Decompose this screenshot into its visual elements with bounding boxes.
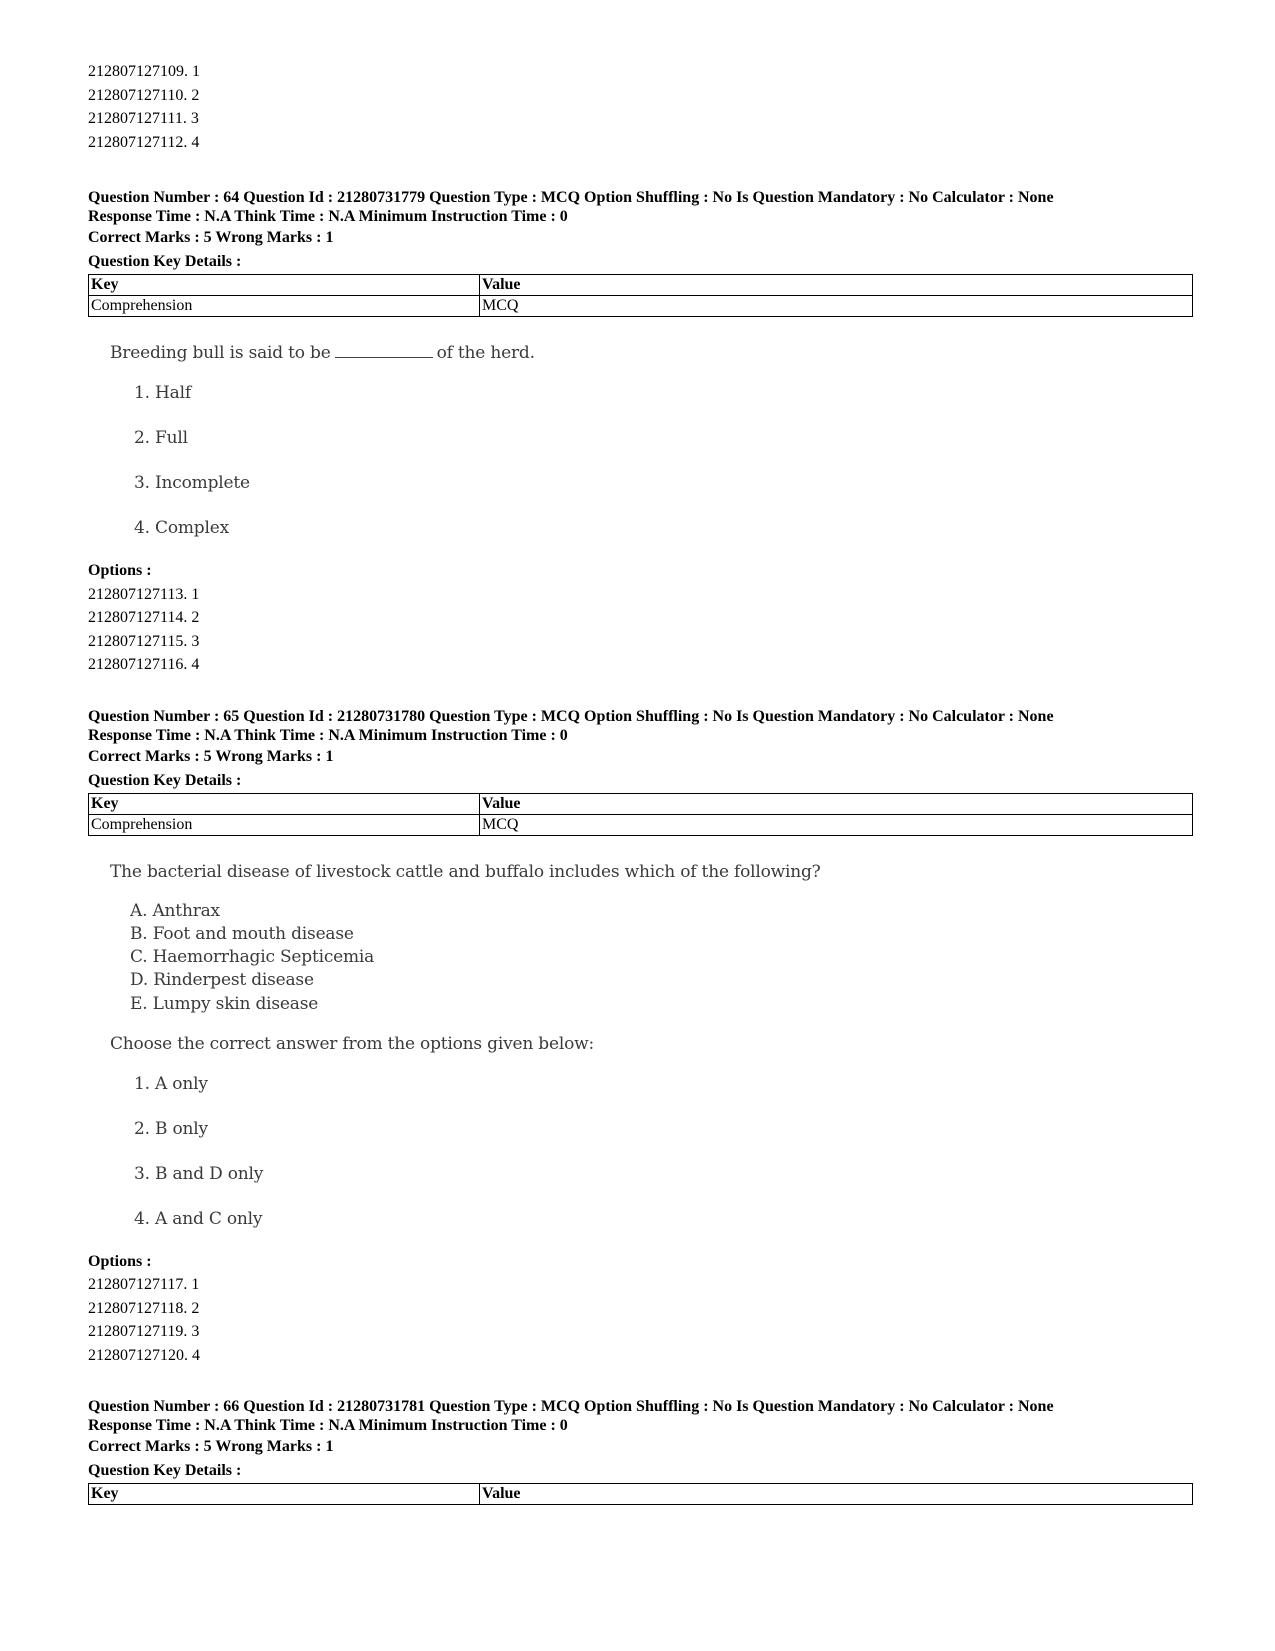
- choice: 2. Full: [134, 428, 188, 448]
- key-header: Key: [89, 1484, 480, 1505]
- choice: 1. Half: [134, 383, 191, 403]
- key-value-table: [88, 793, 1193, 836]
- option-line: 212807127116. 4: [88, 656, 200, 673]
- question-66: [88, 1397, 1193, 1505]
- option-line: 212807127119. 3: [88, 1323, 200, 1341]
- key-details-label: Question Key Details :: [88, 771, 242, 789]
- key-cell: Comprehension: [89, 814, 480, 835]
- key-header: Key: [89, 275, 480, 296]
- question-header: Question Number : 65 Question Id : 21280731780 Question Type : MCQ Option Shuffling : No Is Question Mandatory : No Calculator : None: [88, 707, 1054, 725]
- option-line: 212807127113. 1: [88, 585, 200, 603]
- statement: B. Foot and mouth disease: [130, 923, 354, 944]
- statement: E. Lumpy skin disease: [130, 993, 319, 1014]
- key-cell: Comprehension: [89, 296, 480, 317]
- options-label: Options :: [88, 562, 152, 579]
- statement: A. Anthrax: [130, 900, 220, 921]
- value-header: Value: [480, 793, 1193, 814]
- instruction: Choose the correct answer from the options given below:: [110, 1033, 594, 1054]
- choice: 1. A only: [134, 1073, 208, 1094]
- key-header: Key: [89, 793, 480, 814]
- document-page: [88, 60, 1193, 1505]
- question-65: [88, 707, 1193, 1368]
- fill-blank: [335, 343, 433, 358]
- option-line: 212807127117. 1: [88, 1276, 200, 1294]
- option-line: 212807127118. 2: [88, 1299, 200, 1317]
- option-line: 212807127114. 2: [88, 609, 200, 626]
- question-stem: The bacterial disease of livestock cattle and buffalo includes which of the following?: [110, 861, 821, 882]
- question-header: Question Number : 64 Question Id : 21280731779 Question Type : MCQ Option Shuffling : No Is Question Mandatory : No Calculator : None: [88, 189, 1054, 206]
- question-image: [88, 860, 1193, 1242]
- question-marks: Correct Marks : 5 Wrong Marks : 1: [88, 747, 334, 765]
- question-timing: Response Time : N.A Think Time : N.A Minimum Instruction Time : 0: [88, 1417, 568, 1435]
- choice: 2. B only: [134, 1118, 208, 1139]
- question-stem: Breeding bull is said to be of the herd.: [110, 343, 535, 363]
- question-timing: Response Time : N.A Think Time : N.A Minimum Instruction Time : 0: [88, 726, 568, 744]
- option-line: 212807127115. 3: [88, 632, 200, 650]
- options-label: Options :: [88, 1252, 152, 1270]
- choice: 3. B and D only: [134, 1163, 264, 1184]
- key-details-label: Question Key Details :: [88, 253, 242, 270]
- choice: 4. Complex: [134, 518, 229, 538]
- option-line: 212807127111. 3: [88, 110, 199, 127]
- option-line: 212807127110. 2: [88, 86, 200, 104]
- value-header: Value: [480, 275, 1193, 296]
- question-image: [88, 341, 1193, 551]
- prev-options-list: [88, 60, 1193, 154]
- key-value-table: [88, 1483, 1193, 1505]
- question-marks: Correct Marks : 5 Wrong Marks : 1: [88, 229, 334, 246]
- value-cell: MCQ: [480, 296, 1193, 317]
- question-timing: Response Time : N.A Think Time : N.A Minimum Instruction Time : 0: [88, 208, 568, 225]
- value-header: Value: [480, 1484, 1193, 1505]
- value-cell: MCQ: [480, 814, 1193, 835]
- choice: 4. A and C only: [134, 1208, 263, 1229]
- option-line: 212807127112. 4: [88, 133, 200, 151]
- statement: D. Rinderpest disease: [130, 970, 314, 991]
- question-marks: Correct Marks : 5 Wrong Marks : 1: [88, 1438, 334, 1456]
- option-line: 212807127109. 1: [88, 63, 200, 80]
- question-header: Question Number : 66 Question Id : 21280731781 Question Type : MCQ Option Shuffling : No Is Question Mandatory : No Calculator : None: [88, 1398, 1054, 1416]
- choice: 3. Incomplete: [134, 473, 250, 493]
- key-value-table: [88, 274, 1193, 317]
- question-64: [88, 188, 1193, 677]
- statement: C. Haemorrhagic Septicemia: [130, 947, 375, 968]
- option-line: 212807127120. 4: [88, 1346, 200, 1364]
- key-details-label: Question Key Details :: [88, 1462, 242, 1480]
